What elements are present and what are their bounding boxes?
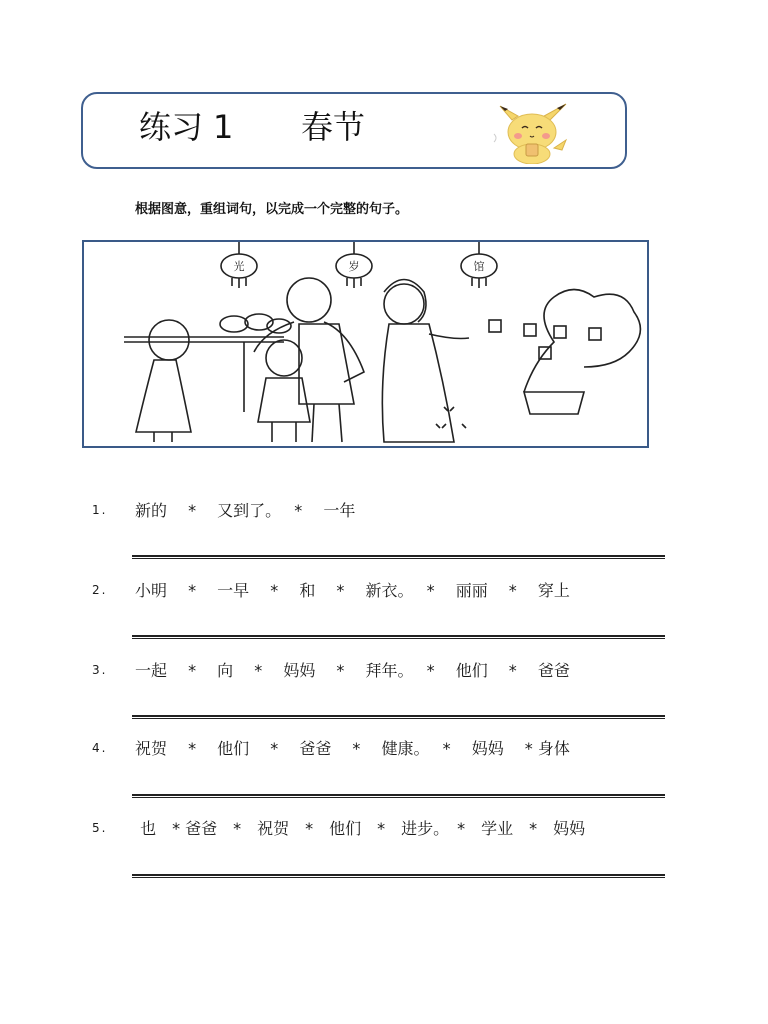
answer-line[interactable] (132, 794, 665, 798)
question-number: 5. (92, 821, 108, 835)
family-new-year-illustration (84, 242, 647, 446)
question-item (0, 503, 768, 583)
title-label: 练习 (139, 108, 204, 146)
lantern-char: 光 (233, 260, 245, 273)
lantern-char: 岁 (348, 260, 360, 273)
pikachu-mascot-icon (488, 98, 578, 164)
answer-line[interactable] (132, 874, 665, 878)
answer-line[interactable] (132, 635, 665, 639)
title-topic: 春节 (301, 108, 366, 146)
page-title (139, 102, 366, 148)
answer-line[interactable] (132, 715, 665, 719)
question-words: 小明 * 一早 * 和 * 新衣。 * 丽丽 * 穿上 (135, 581, 570, 600)
question-words: 一起 * 向 * 妈妈 * 拜年。 * 他们 * 爸爸 (135, 661, 570, 680)
question-item (0, 741, 768, 821)
question-words: 新的 * 又到了。 * 一年 (135, 501, 356, 520)
question-words: 也 * 爸爸 * 祝贺 * 他们 * 进步。 * 学业 * 妈妈 (135, 819, 586, 838)
answer-line[interactable] (132, 555, 665, 559)
question-number: 1. (92, 503, 108, 517)
question-item (0, 663, 768, 743)
lantern-char: 馆 (473, 260, 485, 273)
title-box (81, 92, 627, 169)
question-number: 3. (92, 663, 108, 677)
question-item (0, 583, 768, 663)
question-item (0, 821, 768, 901)
question-number: 2. (92, 583, 108, 597)
title-number: 1 (213, 108, 234, 146)
question-words: 祝贺 * 他们 * 爸爸 * 健康。 * 妈妈 * 身体 (135, 739, 570, 758)
illustration-frame (82, 240, 649, 448)
instruction-text: 根据图意，重组词句，以完成一个完整的句子。 (135, 202, 409, 217)
question-number: 4. (92, 741, 108, 755)
